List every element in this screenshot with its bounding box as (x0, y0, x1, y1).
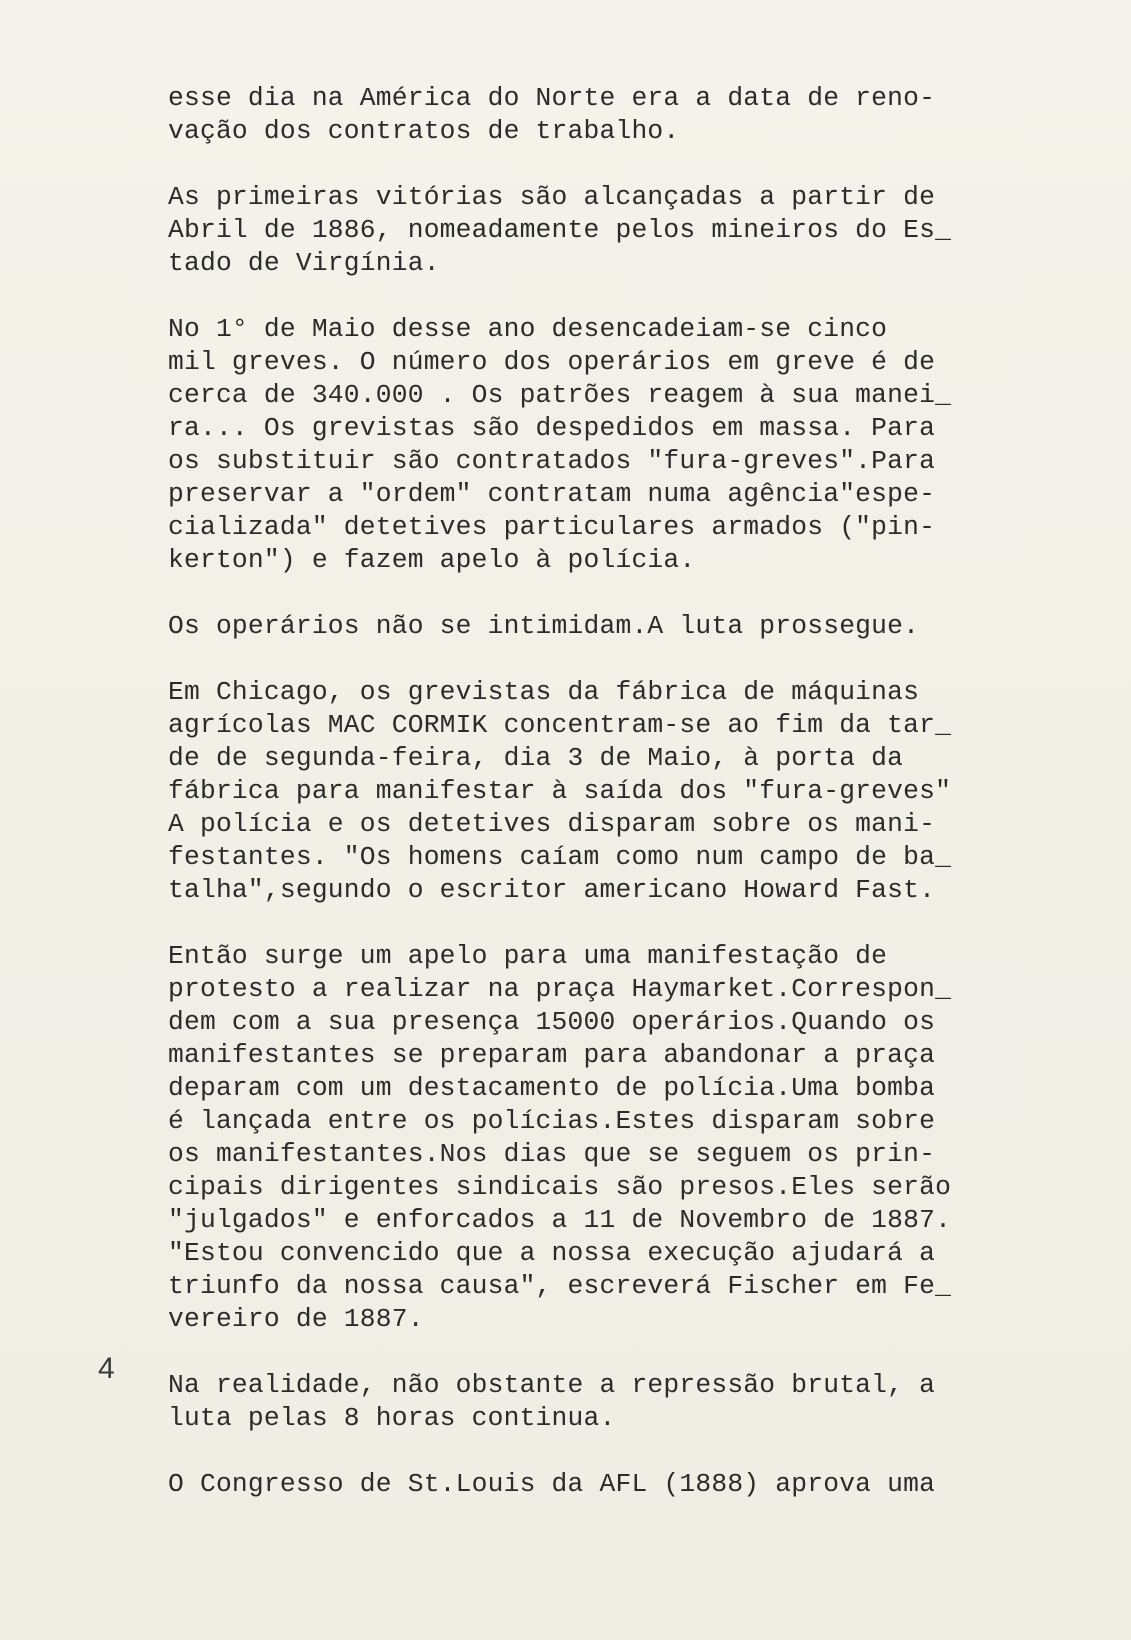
text-line: No 1° de Maio desse ano desencadeiam-se cinco (168, 314, 888, 344)
text-line: os substituir são contratados "fura-greves".Para (168, 446, 936, 476)
text-line: Então surge um apelo para uma manifestação de (168, 941, 888, 971)
paragraph-3 (168, 313, 1048, 577)
text-line: luta pelas 8 horas continua. (168, 1403, 616, 1433)
text-line: A polícia e os detetives disparam sobre os mani- (168, 809, 936, 839)
page-number: 4 (98, 1352, 115, 1385)
text-line: O Congresso de St.Louis da AFL (1888) aprova uma (168, 1469, 936, 1499)
text-line: cerca de 340.000 . Os patrões reagem à sua manei_ (168, 380, 952, 410)
text-line: fábrica para manifestar à saída dos "fura-greves" (168, 776, 952, 806)
text-line: Em Chicago, os grevistas da fábrica de máquinas (168, 677, 920, 707)
text-line: cipais dirigentes sindicais são presos.Eles serão (168, 1172, 952, 1202)
text-line: vereiro de 1887. (168, 1304, 424, 1334)
text-line: As primeiras vitórias são alcançadas a partir de (168, 182, 936, 212)
text-line: protesto a realizar na praça Haymarket.Correspon_ (168, 974, 952, 1004)
text-line: talha",segundo o escritor americano Howard Fast. (168, 875, 936, 905)
text-line: manifestantes se preparam para abandonar a praça (168, 1040, 936, 1070)
text-line: deparam com um destacamento de polícia.Uma bomba (168, 1073, 936, 1103)
text-line: festantes. "Os homens caíam como num campo de ba_ (168, 842, 952, 872)
text-line: Os operários não se intimidam.A luta prossegue. (168, 611, 920, 641)
text-line: cializada" detetives particulares armados ("pin- (168, 512, 936, 542)
text-line: de de segunda-feira, dia 3 de Maio, à porta da (168, 743, 904, 773)
text-line: mil greves. O número dos operários em greve é de (168, 347, 936, 377)
text-line: "Estou convencido que a nossa execução ajudará a (168, 1238, 936, 1268)
text-line: esse dia na América do Norte era a data de reno- (168, 83, 936, 113)
text-line: ra... Os grevistas são despedidos em massa. Para (168, 413, 936, 443)
text-line: Abril de 1886, nomeadamente pelos mineiros do Es_ (168, 215, 952, 245)
paragraph-8 (168, 1468, 1048, 1501)
text-line: agrícolas MAC CORMIK concentram-se ao fim da tar_ (168, 710, 952, 740)
paragraph-1 (168, 82, 1048, 148)
text-line: tado de Virgínia. (168, 248, 440, 278)
paragraph-4 (168, 610, 1048, 643)
text-line: Na realidade, não obstante a repressão brutal, a (168, 1370, 936, 1400)
text-line: "julgados" e enforcados a 11 de Novembro de 1887. (168, 1205, 952, 1235)
text-line: triunfo da nossa causa", escreverá Fischer em Fe_ (168, 1271, 952, 1301)
paragraph-2 (168, 181, 1048, 280)
text-line: os manifestantes.Nos dias que se seguem os prin- (168, 1139, 936, 1169)
paragraph-6 (168, 940, 1048, 1336)
paragraph-7 (168, 1369, 1048, 1435)
text-line: kerton") e fazem apelo à polícia. (168, 545, 696, 575)
text-line: dem com a sua presença 15000 operários.Quando os (168, 1007, 936, 1037)
paragraph-5 (168, 676, 1048, 907)
text-line: vação dos contratos de trabalho. (168, 116, 680, 146)
typewritten-text (168, 82, 1048, 1534)
text-line: preservar a "ordem" contratam numa agência"espe- (168, 479, 936, 509)
text-line: é lançada entre os polícias.Estes disparam sobre (168, 1106, 936, 1136)
